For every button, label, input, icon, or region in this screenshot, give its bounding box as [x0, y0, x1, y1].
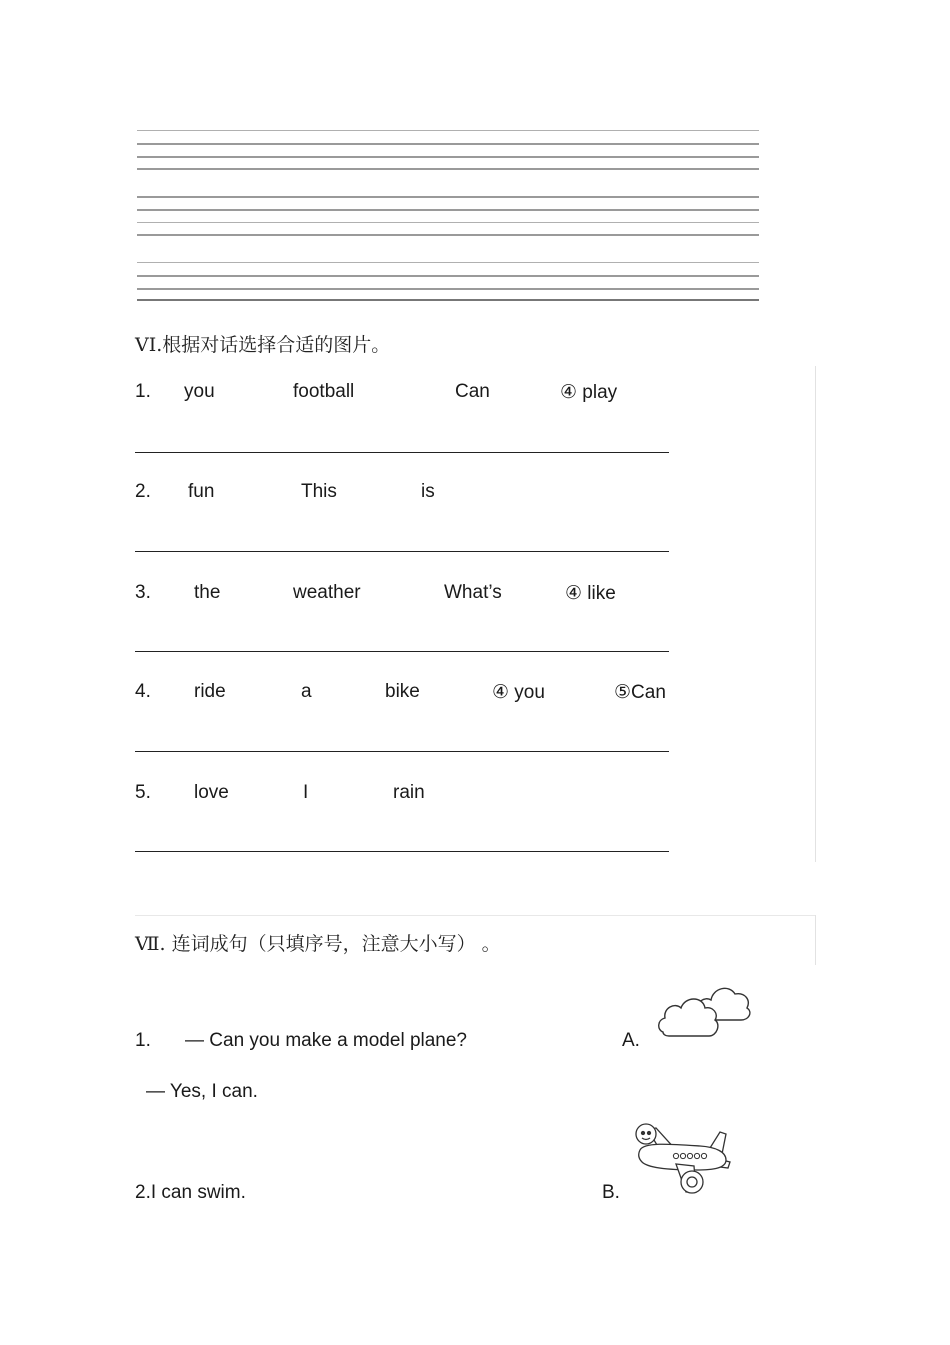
airplane-icon	[630, 1120, 735, 1200]
word: ④ play	[560, 382, 618, 403]
item-number: 2.	[135, 481, 151, 502]
word: ride	[194, 681, 226, 702]
word: rain	[393, 782, 425, 803]
word: This	[301, 481, 337, 502]
question-2-text: 2.I can swim.	[135, 1182, 246, 1203]
section-6-title: VI.根据对话选择合适的图片。	[135, 334, 391, 356]
word: a	[301, 681, 312, 702]
item-number: 1.	[135, 381, 151, 402]
clouds-icon	[655, 980, 755, 1042]
question-1-line-1: — Can you make a model plane?	[185, 1030, 467, 1051]
word: fun	[188, 481, 215, 502]
option-b-label: B.	[602, 1182, 620, 1203]
answer-line[interactable]	[135, 551, 669, 552]
section-7-title: Ⅶ. 连词成句（只填序号，注意大小写） 。	[135, 933, 501, 955]
answer-line[interactable]	[135, 651, 669, 652]
word: I	[303, 782, 309, 803]
word: What’s	[444, 582, 502, 603]
word: weather	[293, 582, 361, 603]
table-border-right	[815, 915, 816, 965]
word: the	[194, 582, 221, 603]
item-number: 5.	[135, 782, 151, 803]
word: is	[421, 481, 435, 502]
word: Can	[455, 381, 490, 402]
answer-line[interactable]	[135, 851, 669, 852]
word: ④ like	[565, 583, 616, 604]
answer-line[interactable]	[135, 751, 669, 752]
item-number: 4.	[135, 681, 151, 702]
word: ⑤Can	[614, 682, 666, 703]
word: ④ you	[492, 682, 545, 703]
question-1-line-2: — Yes, I can.	[146, 1081, 258, 1102]
table-border-right	[815, 366, 816, 862]
word: football	[293, 381, 355, 402]
table-border-top	[135, 915, 815, 916]
question-1-number: 1.	[135, 1030, 151, 1051]
answer-line[interactable]	[135, 452, 669, 453]
item-number: 3.	[135, 582, 151, 603]
word: bike	[385, 681, 420, 702]
option-a-label: A.	[622, 1030, 640, 1051]
word: love	[194, 782, 229, 803]
word: you	[184, 381, 215, 402]
